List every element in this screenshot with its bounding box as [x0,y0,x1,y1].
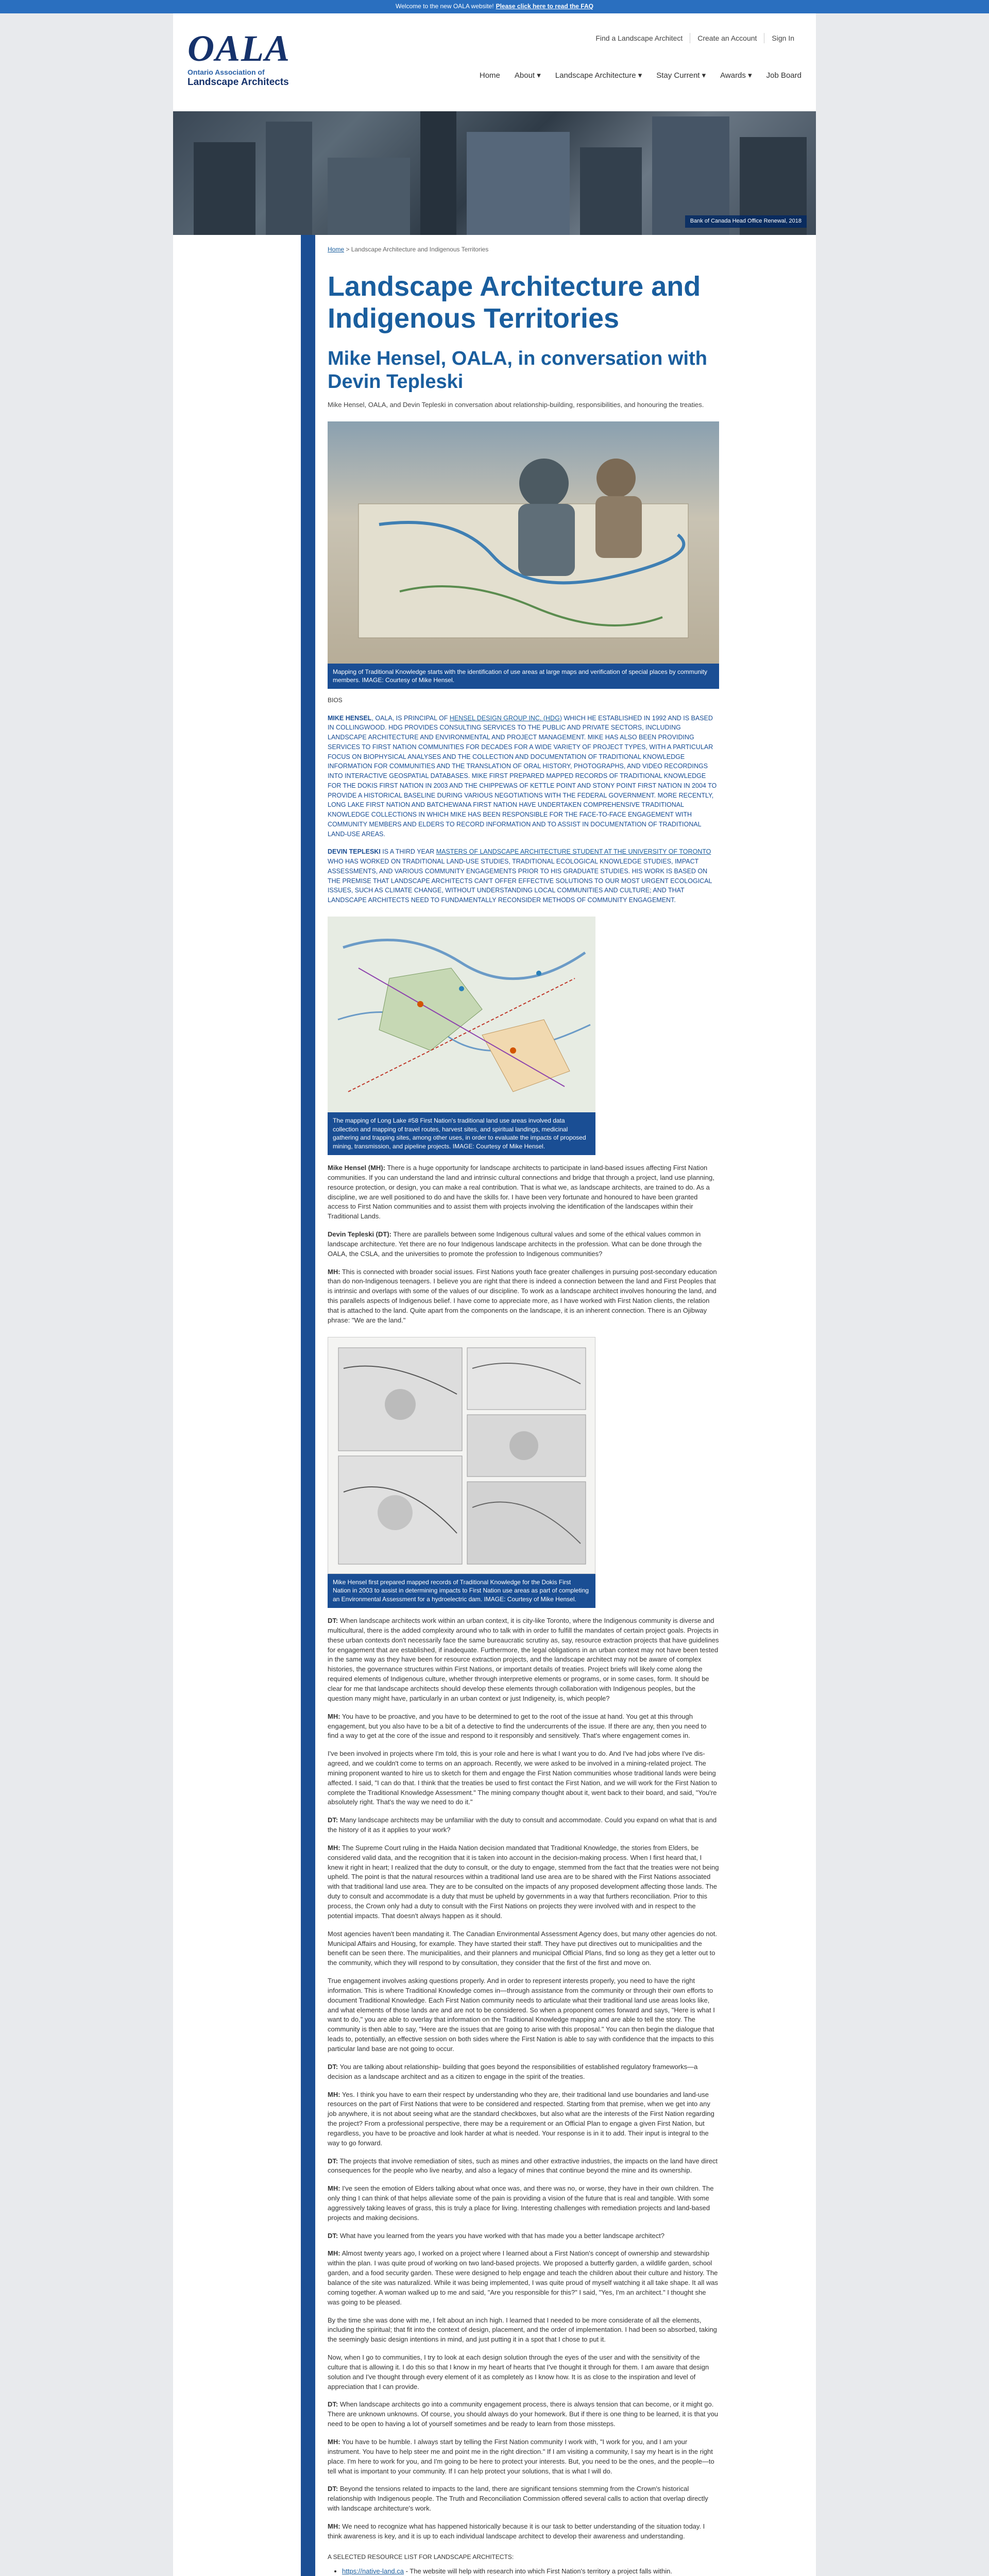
conversation-paragraph [328,1712,719,1741]
conversation-paragraph [328,2316,719,2345]
breadcrumb [328,245,719,254]
resource-link[interactable]: https://native-land.ca [342,2567,404,2575]
article-intro: Mike Hensel, OALA, and Devin Tepleski in conversation about relationship-building, responsibilities, and honouring the treaties. [328,400,704,409]
conversation-part-2 [328,1616,719,2541]
nav-stay-current[interactable]: Stay Current ▾ [656,71,706,80]
conversation-paragraph [328,2437,719,2476]
conversation-paragraph [328,2157,719,2176]
bio-devin-text-b: WHO HAS WORKED ON TRADITIONAL LAND-USE STUDIES, TRADITIONAL ECOLOGICAL KNOWLEDGE STUDIES, IMPACT ASSESSMENTS, AND VARIOUS COMMUNITY ENGAGEMENTS PRIOR TO HIS GRADUATE STUDIES. HIS WORK IS BASED ON THE PREMISE THAT LANDSCAPE ARCHITECTS CAN'T OFFER EFFECTIVE SOLUTIONS TO OUR MOST URGENT ECOLOGICAL ISSUES, SUCH AS CLIMATE CHANGE, WITHOUT UNDERSTANDING LOCAL COMMUNITIES AND CULTURE; AND THAT LANDSCAPE ARCHITECTS NEED TO FUNDAMENTALLY RECONSIDER METHODS OF COMMUNITY ENGAGEMENT. [328,858,712,904]
speech-text: Many landscape architects may be unfamiliar with the duty to consult and accommodate. Could you expand on what that is and the history of it as it applies to your work? [328,1816,717,1834]
speech-text: Most agencies haven't been mandating it. The Canadian Environmental Assessment Agency does, but many other agencies do not. Municipal Affairs and Housing, for example. They have started their staff. They have put directives out to municipalities and the benefit can be seen there. The municipalities, and their planners and municipal Official Plans, find so long as they get a letter out to the community, which they will respond to by consultation, they consider that the first of the first and move on. [328,1929,717,1967]
figure-2-caption: The mapping of Long Lake #58 First Nation's traditional land use areas involved data collection and mapping of travel routes, harvest sites, and spiritual landings, medicinal gathering and trapping sites, among other uses, in order to evaluate the impacts of proposed mining, transmission, and pipeline projects. IMAGE: Courtesy of Mike Hensel. [328,1112,595,1155]
oala-logo[interactable] [187,28,306,88]
breadcrumb-current: Landscape Architecture and Indigenous Territories [351,246,489,253]
speaker-label: MH: [328,2437,340,2446]
bio-devin-name: DEVIN TEPLESKI [328,848,381,856]
conversation-paragraph [328,1749,719,1807]
speech-text: By the time she was done with me, I felt about an inch high. I learned that I needed to be more considerate of all the elements, including the spiritual; that fit into the context of design, placement, and the order of implementation. I had been so absorbed, taking the seemingly basic design intentions in mind, and just putting it in a spot that I chose to put it. [328,2316,717,2344]
resources-heading: A SELECTED RESOURCE LIST FOR LANDSCAPE ARCHITECTS: [328,2553,514,2561]
speech-text: Now, when I go to communities, I try to look at each design solution through the eyes of the user and with the sensitivity of the culture that is allowing it. I do this so that I know in my heart of hearts that I've thought it through for them. I am aware that design solution and I've thought through every element of it as completely as I know how. It is as close to the inspiration and level of appreciation that I can provide. [328,2353,709,2391]
nav-landscape-architecture[interactable]: Landscape Architecture ▾ [555,71,642,80]
speaker-label: MH: [328,2184,340,2193]
faq-link[interactable]: Please click here to read the FAQ [496,3,593,10]
figure-2-map [328,917,595,1112]
nav-home[interactable]: Home [479,71,500,80]
speech-text: This is connected with broader social issues. First Nations youth face greater challenges in pursuing post-secondary education than do non-Indigenous teenagers. I believe you are right that there is indeed a connection between the land and First Peoples that is intrinsic and overlaps with some of the values of our discipline. To work as a landscape architect involves honouring the land, and this parallels aspects of Indigenous belief. I have come to appreciate more, as I have worked with First Nation clients, the relation that is attached to the land. Quite apart from the components on the landscape, it is an inherent connection. There is an Ojibway phrase: "We are the land." [328,1267,717,1324]
conversation-paragraph [328,2062,719,2082]
speaker-label: DT: [328,1816,338,1824]
speaker-label: MH: [328,2522,340,2530]
utility-nav [588,33,802,43]
hero-caption: Bank of Canada Head Office Renewal, 2018 [685,215,807,228]
speech-text: There is a huge opportunity for landscape architects to participate in land-based issues affecting First Nation communities. If you can understand the land and intrinsic cultural connections and bridge that through a project, land use planning, resource protection, or design, you can make a real contribution. That is what we, as landscape architects, are trained to do. As a discipline, we are well positioned to do and have the skills for. I have been very fortunate and honoured to have been granted access to First Nation communities and to assist them with projects involving the identification of the landscapes within their Traditional Lands. [328,1164,714,1221]
conversation-paragraph [328,1976,719,2054]
bio-mike-text-a: , OALA, IS PRINCIPAL OF [371,714,450,722]
create-account-link[interactable]: Create an Account [690,33,764,43]
resource-desc: - The website will help with research into which First Nation's territory a project falls within. [403,2567,672,2575]
conversation-paragraph [328,1163,719,1222]
nav-job-board[interactable]: Job Board [766,71,802,80]
conversation-paragraph [328,2484,719,2514]
speech-text: You have to be proactive, and you have to be determined to get to the root of the issue at hand. You get at this through engagement, but you also have to be a bit of a detective to find the undercurrents of the issue. If there are any, then you need to find a way to get at the core of the issue and respond to it responsibly and sensitively. That's where engagement comes in. [328,1712,707,1740]
main-nav [480,70,802,81]
speaker-label: MH: [328,1843,340,1852]
breadcrumb-separator: > [344,246,351,253]
resource-item [342,2567,719,2576]
figure-1 [328,421,719,689]
conversation-paragraph [328,1929,719,1968]
speech-text: When landscape architects work within an urban context, it is city-like Toronto, where the Indigenous community is diverse and multicultural, there is the added complexity around who to talk with in order to fulfill the mandates of certain project goals. Projects in these urban contexts don't necessarily face the same bureaucratic scrutiny as, say, resource extraction projects that have guidelines for engagement that are established, if inadequate. Furthermore, the legal obligations in an urban context may not have been tested in the same way as they have been for resource extraction projects, and the landscape architect may not be aware of complex histories, the governance structures within First Nations, or important details of treaties. Project briefs will likely come along the required elements of Indigenous culture, whether through interpretive elements or programs, or in some cases, form. It should be clear for me that landscape architects should develop these elements through collaboration with Indigenous peoples, but the question many might have, particularly in an urban context or just Indigeneity, is, which people? [328,1617,719,1702]
logo-subtitle: Ontario Association of [187,68,265,76]
nav-about[interactable]: About ▾ [514,71,541,80]
figure-1-caption: Mapping of Traditional Knowledge starts with the identification of use areas at large maps and verification of special places by community members. IMAGE: Courtesy of Mike Hensel. [328,664,719,689]
speech-text: What have you learned from the years you have worked with that has made you a better landscape architect? [338,2231,664,2240]
announcement-banner [0,0,989,13]
speech-text: You are talking about relationship- building that goes beyond the responsibilities of established regulatory frameworks—a decision as a landscape architect and as a citizen to engage in the spirit of the treaties. [328,2062,698,2080]
conversation-paragraph [328,2090,719,2148]
speech-text: When landscape architects go into a community engagement process, there is always tension that can become, or it might go. There are unknown unknowns. Of course, you should always do your homework. But if there is one thing to be learned, it is that you need to be open to having a lot of yourself sometimes and be ready to learn from those missteps. [328,2400,719,2428]
figure-1-photo [328,421,719,664]
mapped-records-sheet [328,1337,595,1574]
hero-image [173,111,816,235]
conversation-paragraph [328,1267,719,1326]
speaker-label: DT: [328,2231,338,2240]
speaker-label: MH: [328,2090,340,2098]
page-title: Landscape Architecture and Indigenous Territories [328,271,701,334]
speech-text: We need to recognize what has happened historically because it is our task to better understanding of the situation today. I think awareness is key, and it is up to each individual landscape architect to develop their awareness and understanding. [328,2522,705,2540]
speech-text: The projects that involve remediation of sites, such as mines and other extractive industries, the impacts on the land have direct consequences for the people who live nearby, and also a legacy of mines that continue beyond the mine and its ownership. [328,2157,718,2175]
speech-text: Almost twenty years ago, I worked on a project where I learned about a First Nation's concept of ownership and stewardship within the plan. I was quite proud of working on two land-based projects. We proposed a butterfly garden, a wildlife garden, school garden, and a food security garden. These were designed to help engage and teach the children about their culture and history. The balance of the site was naturalized. While it was being implemented, I was quite proud of myself watching it all take shape. It all was coming together. A woman walked up to me and said, "Are you responsible for this?" I said, "Yes, I'm an architect." I thought she was going to be pleased. [328,2249,718,2306]
speaker-label: DT: [328,2485,338,2493]
figure-2 [328,917,595,1155]
speech-text: True engagement involves asking questions properly. And in order to represent interests properly, you need to have the right information. This is where Traditional Knowledge comes in—through assistance from the community or through their own efforts to document Traditional Knowledge. Each First Nation community needs to articulate what their traditional land use areas looks like, and what elements of those lands are and are not to be considered. So when a proponent comes forward and says, "Here is what I want to do," you are able to overlay that information on the Traditional Knowledge mapping and are able to tell the story. The community is then able to say, "Here are the issues that are going to arise with this proposal." You can then begin the dialogue that leads to, potentially, an effective session on both sides where the First Nation is able to say with confidence that the impacts to this particular land base are not going to occur. [328,1977,715,2053]
nav-awards[interactable]: Awards ▾ [720,71,752,80]
resource-list [328,2567,719,2576]
speaker-label: Mike Hensel (MH): [328,1164,385,1172]
bio-mike-text-b: WHICH HE ESTABLISHED IN 1992 AND IS BASED IN COLLINGWOOD. HDG PROVIDES CONSULTING SERVICES TO THE PUBLIC AND PRIVATE SECTORS, INCLUDING LANDSCAPE ARCHITECTURE AND ENVIRONMENTAL AND PROJECT MANAGEMENT. MIKE HAS ALSO BEEN PROVIDING SERVICES TO FIRST NATION COMMUNITIES FOR DECADES FOR A WIDE VARIETY OF PROJECT TYPES, WITH A PARTICULAR FOCUS ON BIOPHYSICAL ANALYSES AND THE COLLECTION AND DOCUMENTATION OF TRADITIONAL KNOWLEDGE INFORMATION FOR COMMUNITIES AND THE TRANSLATION OF ORAL HISTORY, PHOTOGRAPHS, AND VIDEO RECORDINGS INTO INTERACTIVE GEOSPATIAL DATABASES. MIKE FIRST PREPARED MAPPED RECORDS OF TRADITIONAL KNOWLEDGE FOR THE DOKIS FIRST NATION IN 2003 AND THE CHIPPEWAS OF KETTLE POINT AND STONY POINT FIRST NATION IN 2004 TO PROVIDE A HISTORICAL BASELINE DURING VARIOUS NEGOTIATIONS WITH THE FEDERAL GOVERNMENT. MORE RECENTLY, LONG LAKE FIRST NATION AND BATCHEWANA FIRST NATION HAVE UNDERTAKEN COMPREHENSIVE TRADITIONAL KNOWLEDGE COLLECTIONS IN WHICH MIKE HAS BEEN RESPONSIBLE FOR THE FACE-TO-FACE ENGAGEMENT WITH COMMUNITY MEMBERS AND ELDERS TO RECORD INFORMATION AND TO ASSIST IN DOCUMENTATION OF TRADITIONAL LAND-USE AREAS. [328,714,717,838]
logo-subtitle-2: Landscape Architects [187,76,289,88]
bio-devin-text-a: IS A THIRD YEAR [380,848,436,856]
site-header [173,13,816,111]
left-accent-rail [301,235,315,2576]
article-subtitle: Mike Hensel, OALA, in conversation with Devin Tepleski [328,347,707,393]
speech-text: Beyond the tensions related to impacts to the land, there are significant tensions stemming from the Crown's historical relationship with Indigenous people. The Truth and Reconciliation Commission offered several calls to action that overlap directly with landscape architecture's work. [328,2485,708,2513]
conversation-paragraph [328,2353,719,2392]
conversation-paragraph [328,2249,719,2307]
figure-3 [328,1337,595,1608]
conversation-paragraph [328,1616,719,1704]
speaker-label: MH: [328,1267,340,1276]
speech-text: Yes. I think you have to earn their respect by understanding who they are, their traditional land use boundaries and land-use resources on the part of First Nations that were to be considered and respected. Starting from that premise, when we get into any job anywhere, it is not about seeing what are the standard checkboxes, but also what are the interests of the First Nation regarding the project? From a professional perspective, there may be a requirement or an Official Plan to engage a given First Nation, but regardless, you have to be proactive and look harder at what is needed. Your response is in it to add. Their input is integral to the way to go forward. [328,2090,714,2147]
speech-text: I've been involved in projects where I'm told, this is your role and here is what I want you to do. And I've had jobs where I've dis- agreed, and we couldn't come to terms on an approach. Recently, we were asked to be involved in a mining-related project. The mining proponent wanted to hire us to sketch for them and engage the First Nation communities whose traditional lands were being affected. I said, "I can do that. I think that the treaties be used to first contact the First Nation, and we will work for the First Nation to complete the Traditional Knowledge Assessment." The mining company thought about it, went back to their board, and said, "You're absolutely right. That's the way we need to do it." [328,1750,717,1806]
conversation-paragraph [328,1843,719,1921]
breadcrumb-home[interactable]: Home [328,246,345,253]
find-landscape-architect-link[interactable]: Find a Landscape Architect [595,34,683,42]
bio-mike-hensel [328,714,719,839]
conversation-paragraph [328,2231,719,2241]
logo-mark: OALA [187,28,291,69]
speech-text: There are parallels between some Indigenous cultural values and some of the ethical values common in landscape architecture. Yet there are no four Indigenous landscape architects in the profession. What can be done through the OALA, the CSLA, and the universities to promote the profession to Indigenous communities? [328,1230,702,1258]
conversation-paragraph [328,1816,719,1835]
traditional-land-use-map [328,917,595,1112]
speaker-label: Devin Tepleski (DT): [328,1230,392,1239]
bio-mike-name: MIKE HENSEL [328,714,372,722]
conversation-paragraph [328,2522,719,2541]
speaker-label: MH: [328,1712,340,1720]
bio-devin-tepleski [328,847,719,905]
sign-in-link[interactable]: Sign In [764,33,802,43]
banner-text: Welcome to the new OALA website! [396,3,494,10]
conversation-paragraph [328,1230,719,1259]
speech-text: The Supreme Court ruling in the Haida Nation decision mandated that Traditional Knowledge, the stories from Elders, be considered valid data, and the recognition that it is taken into account in the decision-making process. When I first heard that, I knew it right in heart; I realized that the duty to consult, or the duty to engage, stemmed from the fact that the treaties were not being upheld. The point is that the natural resources within a traditional land use area are to be shared with the First Nations associated with that traditional land use area. They are to be consulted on the impacts of any proposed development affecting those lands. The duty to consult and accommodate is a duty that must be upheld by governments in a way that furthers reconciliation. Prior to this process, the Crown only had a duty to consult with the First Nations on projects they were involved with and in respect to the potential impacts. That doesn't always happen as it should. [328,1843,719,1920]
speech-text: I've seen the emotion of Elders talking about what once was, and there was no, or worse, they have in their own children. The only thing I can think of that helps alleviate some of the pain is providing a vision of the future that is real and tangible. With some aggressively taking leaves of grass, this is truly a place for living. Interesting challenges with remediation projects and land-based projects and making decisions. [328,2184,714,2222]
article-content [328,245,719,2576]
conversation-part-1 [328,1163,719,1326]
hensel-design-group-link[interactable]: HENSEL DESIGN GROUP INC. (HDG) [449,714,562,722]
conversation-paragraph [328,2184,719,2223]
page-container [173,13,816,2576]
speaker-label: MH: [328,2249,340,2258]
speaker-label: DT: [328,1617,338,1625]
figure-3-caption: Mike Hensel first prepared mapped records of Traditional Knowledge for the Dokis First Nation in 2003 to assist in determining impacts to First Nation use areas as part of completing an Environmental Assessment for a hydroelectric dam. IMAGE: Courtesy of Mike Hensel. [328,1574,595,1608]
map-table-illustration [328,421,719,664]
speaker-label: DT: [328,2157,338,2165]
conversation-paragraph [328,2400,719,2429]
figure-3-map-sheet [328,1337,595,1574]
speaker-label: DT: [328,2400,338,2409]
uoft-mla-link[interactable]: MASTERS OF LANDSCAPE ARCHITECTURE STUDENT AT THE UNIVERSITY OF TORONTO [436,848,711,856]
speaker-label: DT: [328,2062,338,2071]
speech-text: You have to be humble. I always start by telling the First Nation community I work with, "I work for you, and I am your instrument. You have to help steer me and point me in the right direction." If I am visiting a community, I say my heart is in the right place. I'm here to work for you, and I'm going to be here to protect your interests. But, you need to be the ones, and the people—to tell what is important to your community. If I can help protect your solutions, that is what I will do. [328,2437,714,2475]
bios-label: BIOS [328,697,343,704]
